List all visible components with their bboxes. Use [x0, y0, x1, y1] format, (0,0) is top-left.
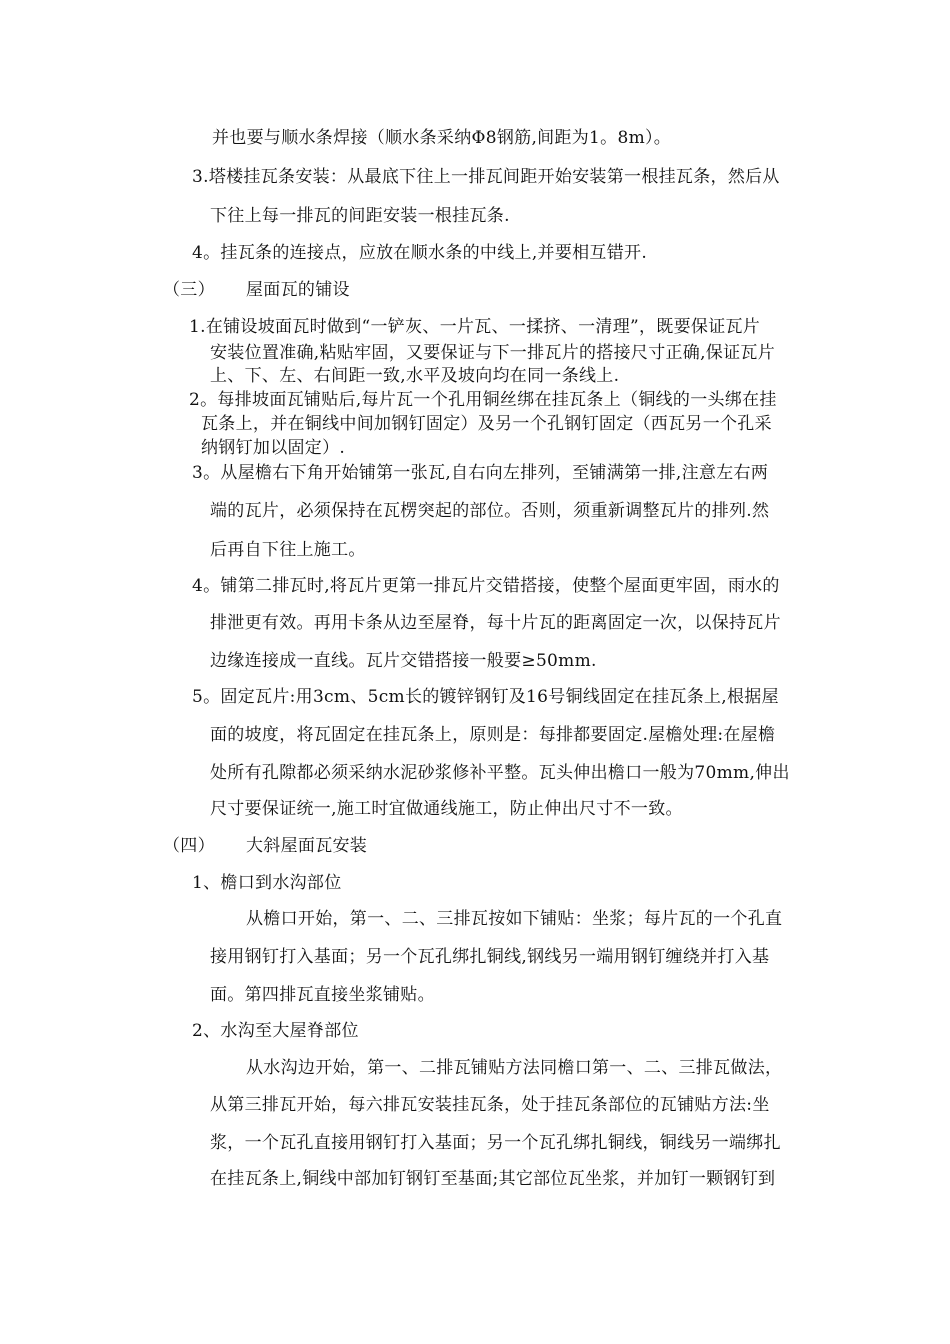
- text-line: 在挂瓦条上,铜线中部加钉钢钉至基面;其它部位瓦坐浆，并加钉一颗钢钉到: [210, 1169, 776, 1189]
- text-line: 1.在铺设坡面瓦时做到“一铲灰、一片瓦、一揉挤、一清理”，既要保证瓦片: [189, 317, 761, 337]
- text-line: 浆，一个瓦孔直接用钢钉打入基面；另一个瓦孔绑扎铜线，铜线另一端绑扎: [210, 1133, 781, 1153]
- text-line: 面的坡度，将瓦固定在挂瓦条上，原则是：每排都要固定.屋檐处理:在屋檐: [210, 725, 776, 745]
- subheading: 1、檐口到水沟部位: [192, 873, 342, 893]
- text-line: 排泄更有效。再用卡条从边至屋脊，每十片瓦的距离固定一次，以保持瓦片: [210, 613, 781, 633]
- section-heading: 屋面瓦的铺设: [246, 280, 350, 300]
- text-line: 瓦条上，并在铜线中间加钢钉固定）及另一个孔钢钉固定（西瓦另一个孔采: [201, 414, 772, 434]
- text-line: 下往上每一排瓦的间距安装一根挂瓦条.: [210, 206, 510, 226]
- section-number: （四）: [163, 836, 215, 856]
- text-line: 4。铺第二排瓦时,将瓦片更第一排瓦片交错搭接，使整个屋面更牢固，雨水的: [192, 576, 780, 596]
- text-line: 并也要与顺水条焊接（顺水条采纳Φ8钢筋,间距为1。8m）。: [212, 128, 672, 148]
- text-line: 面。第四排瓦直接坐浆铺贴。: [210, 985, 435, 1005]
- text-line: 边缘连接成一直线。瓦片交错搭接一般要≥50mm.: [210, 651, 597, 671]
- text-line: 端的瓦片，必须保持在瓦楞突起的部位。否则，须重新调整瓦片的排列.然: [210, 501, 770, 521]
- text-line: 上、下、左、右间距一致,水平及坡向均在同一条线上.: [210, 366, 620, 386]
- text-line: 安装位置准确,粘贴牢固，又要保证与下一排瓦片的搭接尺寸正确,保证瓦片: [210, 343, 776, 363]
- section-number: （三）: [163, 280, 215, 300]
- text-line: 3.塔楼挂瓦条安装：从最底下往上一排瓦间距开始安装第一根挂瓦条，然后从: [192, 167, 780, 187]
- text-line: 从水沟边开始，第一、二排瓦铺贴方法同檐口第一、二、三排瓦做法，: [246, 1058, 783, 1078]
- text-line: 纳钢钉加以固定）.: [201, 438, 346, 458]
- text-line: 从檐口开始，第一、二、三排瓦按如下铺贴：坐浆；每片瓦的一个孔直: [246, 909, 783, 929]
- text-line: 2。每排坡面瓦铺贴后,每片瓦一个孔用铜丝绑在挂瓦条上（铜线的一头绑在挂: [189, 390, 777, 410]
- text-line: 从第三排瓦开始，每六排瓦安装挂瓦条，处于挂瓦条部位的瓦铺贴方法:坐: [210, 1095, 770, 1115]
- text-line: 后再自下往上施工。: [210, 540, 366, 560]
- subheading: 2、水沟至大屋脊部位: [192, 1021, 359, 1041]
- text-line: 3。从屋檐右下角开始铺第一张瓦,自右向左排列，至铺满第一排,注意左右两: [192, 463, 769, 483]
- text-line: 4。挂瓦条的连接点，应放在顺水条的中线上,并要相互错开.: [192, 243, 648, 263]
- text-line: 处所有孔隙都必须采纳水泥砂浆修补平整。瓦头伸出檐口一般为70mm,伸出: [210, 763, 790, 783]
- text-line: 尺寸要保证统一,施工时宜做通线施工，防止伸出尺寸不一致。: [210, 799, 683, 819]
- section-heading: 大斜屋面瓦安装: [246, 836, 368, 856]
- text-line: 接用钢钉打入基面；另一个瓦孔绑扎铜线,钢线另一端用钢钉缠绕并打入基: [210, 947, 770, 967]
- text-line: 5。固定瓦片:用3cm、5cm长的镀锌钢钉及16号铜线固定在挂瓦条上,根据屋: [192, 687, 779, 707]
